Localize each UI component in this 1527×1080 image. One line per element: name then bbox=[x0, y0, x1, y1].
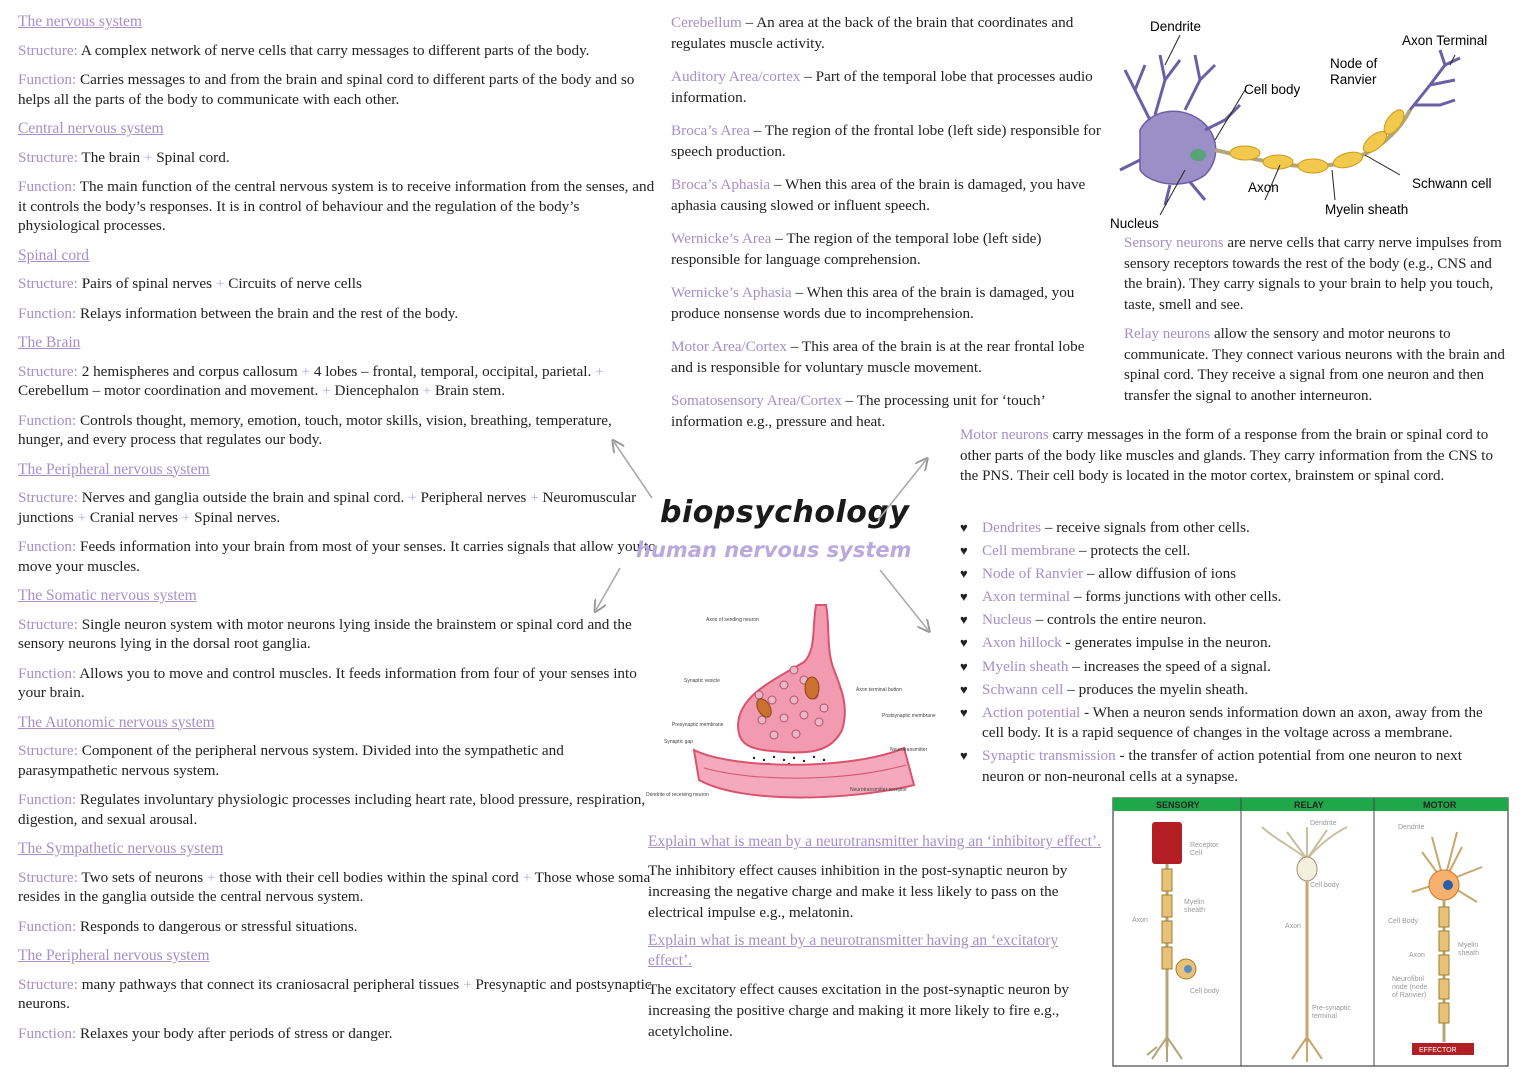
svg-text:Cell body: Cell body bbox=[1190, 988, 1220, 995]
structure-label: Structure: bbox=[18, 975, 78, 993]
svg-text:Dendrite of receiving neuron: Dendrite of receiving neuron bbox=[646, 792, 709, 798]
brain-area-term: Broca’s Aphasia bbox=[671, 176, 771, 193]
function-label: Function: bbox=[18, 538, 77, 555]
neuron-type-def: allow the sensory and motor neurons to communicate. They connect various neurons with the brain and spinal cord. They receive a signal from one neuron and then transfer the signal to another interneuron. bbox=[1124, 325, 1505, 404]
question-heading: Explain what is meant by a neurotransmitter having an ‘excitatory effect’. bbox=[648, 932, 1059, 969]
bullet-term: Myelin sheath bbox=[982, 657, 1069, 675]
bullet-def: - generates impulse in the neuron. bbox=[1061, 634, 1272, 652]
svg-text:Axon Terminal: Axon Terminal bbox=[1402, 33, 1488, 48]
structure-label: Structure: bbox=[18, 489, 78, 506]
heart-icon: ♥ bbox=[960, 566, 968, 582]
svg-text:node (node: node (node bbox=[1392, 984, 1428, 991]
bullet-def: – produces the myelin sheath. bbox=[1063, 680, 1249, 698]
list-item bbox=[960, 746, 1505, 787]
neuron-types-section bbox=[960, 233, 1509, 485]
structure-part: Diencephalon bbox=[334, 382, 419, 399]
structure-text bbox=[18, 488, 658, 527]
structure-label: Structure: bbox=[18, 615, 78, 633]
structure-part: 2 hemispheres and corpus callosum bbox=[81, 362, 298, 380]
brain-area-def: – The region of the temporal lobe (left side) responsible for language comprehension. bbox=[671, 230, 1042, 268]
svg-text:Schwann cell: Schwann cell bbox=[1412, 176, 1492, 191]
plus-icon: + bbox=[212, 275, 229, 292]
question-heading: Explain what is mean by a neurotransmitter having an ‘inhibitory effect’. bbox=[648, 833, 1101, 850]
arrow-downleft bbox=[596, 568, 620, 610]
brain-area-term: Motor Area/Cortex bbox=[671, 338, 787, 355]
brain-area-def: – Part of the temporal lobe that processes audio information. bbox=[671, 68, 1093, 106]
brain-area-term: Auditory Area/cortex bbox=[671, 68, 801, 85]
list-item bbox=[960, 633, 1505, 653]
structure-label: Structure: bbox=[18, 41, 78, 59]
brain-area-term: Somatosensory Area/Cortex bbox=[671, 392, 842, 409]
neuron-type-def: are nerve cells that carry nerve impulses from sensory receptors towards the rest of the body (e.g., CNS and the brain). They carry signals to your brain to help you touch, taste, smell and see. bbox=[1124, 235, 1502, 314]
structure-text bbox=[18, 148, 658, 168]
synapse-diagram bbox=[644, 600, 944, 805]
svg-text:terminal: terminal bbox=[1312, 1013, 1337, 1020]
function-text bbox=[18, 70, 658, 109]
bullet-term: Schwann cell bbox=[982, 680, 1064, 698]
function-label: Function: bbox=[18, 664, 77, 682]
structure-value: Component of the peripheral nervous system. Divided into the sympathetic and parasympathetic nervous system. bbox=[18, 742, 564, 779]
svg-text:Dendrite: Dendrite bbox=[1398, 824, 1425, 831]
svg-text:Postsynaptic membrane: Postsynaptic membrane bbox=[882, 713, 936, 719]
structure-text bbox=[18, 41, 658, 61]
structure-part: Cerebellum – motor coordination and movement. bbox=[18, 382, 319, 399]
structure-text bbox=[18, 274, 658, 294]
list-item bbox=[960, 541, 1505, 561]
question-answer: The excitatory effect causes excitation in the post-synaptic neuron by increasing the positive charge and making it more likely to fire e.g., acetylcholine. bbox=[648, 981, 1070, 1040]
svg-text:Axon terminal button: Axon terminal button bbox=[856, 687, 902, 693]
neuron-type-paragraph bbox=[1124, 233, 1509, 316]
structure-label: Structure: bbox=[18, 275, 78, 292]
list-item bbox=[960, 518, 1505, 538]
brain-area-def: – The region of the frontal lobe (left side) responsible for speech production. bbox=[671, 122, 1101, 160]
brain-areas-column bbox=[671, 12, 1107, 444]
heart-icon: ♥ bbox=[960, 612, 968, 628]
heart-icon: ♥ bbox=[960, 635, 968, 651]
function-value: Carries messages to and from the brain and spinal cord to different parts of the body and so helps all the parts of the body to communicate with each other. bbox=[18, 71, 635, 108]
heart-icon: ♥ bbox=[960, 704, 968, 720]
heart-icon: ♥ bbox=[960, 543, 968, 559]
bullet-term: Action potential bbox=[982, 703, 1081, 721]
svg-text:sheath: sheath bbox=[1458, 950, 1480, 957]
bullet-term: Axon terminal bbox=[982, 588, 1071, 606]
list-item bbox=[960, 587, 1505, 607]
plus-icon: + bbox=[459, 975, 476, 993]
structure-part: Peripheral nerves bbox=[420, 489, 527, 506]
svg-text:Axon: Axon bbox=[1132, 917, 1148, 924]
function-text bbox=[18, 664, 658, 703]
function-text bbox=[18, 177, 658, 236]
section-heading: Central nervous system bbox=[18, 120, 164, 137]
function-value: Relays information between the brain and the rest of the body. bbox=[80, 304, 459, 322]
neuron-parts-list bbox=[960, 518, 1505, 790]
neuron-type-term: Sensory neurons bbox=[1124, 235, 1224, 251]
svg-text:Dendrite: Dendrite bbox=[1310, 820, 1337, 827]
brain-area-definition bbox=[671, 174, 1107, 216]
structure-part: Those whose soma resides in the ganglia outside the central nervous system. bbox=[18, 868, 651, 905]
svg-text:Dendrite: Dendrite bbox=[1150, 19, 1202, 34]
structure-part: 4 lobes – frontal, temporal, occipital, parietal. bbox=[313, 362, 592, 380]
function-label: Function: bbox=[18, 1024, 77, 1042]
structure-part: Nerves and ganglia outside the brain and spinal cord. bbox=[81, 489, 405, 506]
function-value: Allows you to move and control muscles. It feeds information from four of your senses into your brain. bbox=[18, 664, 637, 701]
plus-icon: + bbox=[140, 148, 157, 166]
structure-part: Pairs of spinal nerves bbox=[81, 275, 213, 292]
function-text bbox=[18, 917, 658, 937]
bullet-def: – allow diffusion of ions bbox=[1083, 565, 1237, 583]
brain-area-term: Wernicke’s Area bbox=[671, 230, 772, 247]
svg-text:Cell body: Cell body bbox=[1310, 882, 1340, 889]
svg-text:Neurotransmitter receptor: Neurotransmitter receptor bbox=[850, 787, 907, 793]
brain-area-definition bbox=[671, 282, 1107, 324]
plus-icon: + bbox=[73, 508, 90, 526]
svg-text:Myelin: Myelin bbox=[1458, 942, 1479, 949]
structure-label: Structure: bbox=[18, 742, 78, 759]
svg-text:Presynaptic membrane: Presynaptic membrane bbox=[672, 722, 724, 728]
structure-text bbox=[18, 975, 658, 1014]
bullet-term: Synaptic transmission bbox=[982, 747, 1116, 765]
heart-icon: ♥ bbox=[960, 681, 968, 697]
svg-text:Axon: Axon bbox=[1285, 923, 1301, 930]
section-heading: The Peripheral nervous system bbox=[18, 460, 210, 478]
brain-area-definition bbox=[671, 336, 1107, 378]
plus-icon: + bbox=[526, 489, 543, 506]
list-item bbox=[960, 610, 1505, 630]
svg-text:Cell: Cell bbox=[1190, 850, 1203, 857]
bullet-def: - When a neuron sends information down an axon, away from the cell body. It is a rapid sequence of changes in the voltage across a membrane. bbox=[982, 703, 1483, 742]
question-answer: The inhibitory effect causes inhibition in the post-synaptic neuron by increasing the negative charge and make it less likely to pass on the electrical impulse e.g., melatonin. bbox=[648, 862, 1068, 921]
svg-text:Synaptic vesicle: Synaptic vesicle bbox=[684, 678, 720, 684]
bullet-term: Axon hillock bbox=[982, 634, 1062, 652]
brain-area-term: Broca’s Area bbox=[671, 122, 750, 139]
list-item bbox=[960, 703, 1505, 744]
brain-area-def: – The processing unit for ‘touch’ information e.g., pressure and heat. bbox=[671, 392, 1045, 430]
bullet-def: – receive signals from other cells. bbox=[1041, 519, 1250, 536]
svg-text:Myelin: Myelin bbox=[1184, 899, 1205, 906]
function-value: The main function of the central nervous system is to receive information from the senses, and it controls the body’s responses. It is in control of behaviour and the regulation of the body’s physiological processes. bbox=[18, 178, 655, 234]
brain-area-definition bbox=[671, 120, 1107, 162]
structure-text bbox=[18, 868, 658, 907]
structure-part: Circuits of nerve cells bbox=[228, 275, 362, 292]
neuron-types-table bbox=[1112, 797, 1510, 1069]
brain-area-term: Wernicke’s Aphasia bbox=[671, 284, 792, 301]
section-heading: The Peripheral nervous system bbox=[18, 947, 210, 964]
bullet-def: – increases the speed of a signal. bbox=[1068, 657, 1271, 675]
bullet-def: – forms junctions with other cells. bbox=[1070, 588, 1282, 606]
section-heading: The Autonomic nervous system bbox=[18, 713, 215, 731]
plus-icon: + bbox=[178, 508, 195, 526]
function-value: Feeds information into your brain from most of your senses. It carries signals that allow you to move your muscles. bbox=[18, 538, 656, 575]
svg-text:of Ranvier): of Ranvier) bbox=[1392, 992, 1427, 999]
questions-section bbox=[648, 832, 1103, 1050]
structure-label: Structure: bbox=[18, 148, 78, 166]
svg-text:Axon of sending neuron: Axon of sending neuron bbox=[706, 617, 759, 623]
svg-text:Nucleus: Nucleus bbox=[1110, 216, 1159, 231]
neuron-type-paragraph bbox=[960, 425, 1508, 487]
title-human-nervous-system: human nervous system bbox=[636, 538, 912, 562]
structure-part: those with their cell bodies within the spinal cord bbox=[219, 868, 519, 886]
brain-area-def: – When this area of the brain is damaged, you have aphasia causing slowed or influent speech. bbox=[671, 176, 1086, 214]
plus-icon: + bbox=[518, 868, 535, 886]
function-label: Function: bbox=[18, 178, 77, 195]
function-label: Function: bbox=[18, 917, 77, 935]
bullet-term: Dendrites bbox=[982, 519, 1042, 536]
structure-part: Neuromuscular junctions bbox=[18, 489, 637, 526]
function-text bbox=[18, 304, 658, 324]
plus-icon: + bbox=[318, 382, 335, 399]
plus-icon: + bbox=[418, 382, 435, 399]
bullet-def: – controls the entire neuron. bbox=[1031, 611, 1207, 629]
section-heading: The Somatic nervous system bbox=[18, 587, 197, 604]
function-label: Function: bbox=[18, 411, 77, 429]
structure-value: Single neuron system with motor neurons lying inside the brainstem or spinal cord and the sensory neurons lying in the dorsal root ganglia. bbox=[18, 615, 632, 652]
section-heading: The Brain bbox=[18, 334, 81, 351]
svg-text:EFFECTOR: EFFECTOR bbox=[1419, 1047, 1457, 1054]
function-text bbox=[18, 1024, 658, 1044]
structure-part: The brain bbox=[81, 148, 141, 166]
svg-text:Receptor: Receptor bbox=[1190, 842, 1219, 849]
svg-text:Pre-synaptic: Pre-synaptic bbox=[1312, 1005, 1351, 1012]
section-heading: Spinal cord bbox=[18, 246, 90, 264]
function-value: Relaxes your body after periods of stress or danger. bbox=[80, 1024, 393, 1042]
svg-text:Axon: Axon bbox=[1409, 952, 1425, 959]
structure-text bbox=[18, 741, 658, 780]
function-value: Responds to dangerous or stressful situations. bbox=[80, 917, 358, 935]
function-value: Regulates involuntary physiologic processes including heart rate, blood pressure, respiration, digestion, and sexual arousal. bbox=[18, 791, 646, 828]
bullet-term: Node of Ranvier bbox=[982, 565, 1084, 583]
brain-area-definition bbox=[671, 66, 1107, 108]
function-text bbox=[18, 537, 658, 576]
bullet-def: - the transfer of action potential from one neuron to next neuron or non-neuronal cells at a synapse. bbox=[982, 747, 1462, 785]
svg-text:Node of: Node of bbox=[1330, 56, 1378, 71]
structure-text bbox=[18, 362, 658, 401]
structure-part: Two sets of neurons bbox=[81, 868, 204, 886]
neuron-diagram bbox=[1110, 10, 1525, 235]
plus-icon: + bbox=[591, 362, 604, 380]
brain-area-def: – This area of the brain is at the rear frontal lobe and is responsible for voluntary muscle movement. bbox=[671, 338, 1085, 376]
function-label: Function: bbox=[18, 71, 77, 88]
arrow-upleft bbox=[614, 442, 652, 498]
plus-icon: + bbox=[203, 868, 220, 886]
function-text bbox=[18, 411, 658, 450]
list-item bbox=[960, 564, 1505, 584]
svg-text:RELAY: RELAY bbox=[1294, 800, 1324, 810]
neuron-type-def: carry messages in the form of a response from the brain or spinal cord to other parts of the body like muscles and glands. They carry information from the CNS to the PNS. Their cell body is located in the motor cortex, brainstem or spinal cord. bbox=[960, 427, 1493, 485]
svg-text:Ranvier: Ranvier bbox=[1330, 72, 1377, 87]
brain-area-term: Cerebellum bbox=[671, 14, 742, 31]
brain-area-def: – An area at the back of the brain that coordinates and regulates muscle activity. bbox=[671, 14, 1074, 52]
function-label: Function: bbox=[18, 304, 77, 322]
svg-text:MOTOR: MOTOR bbox=[1423, 800, 1457, 810]
structure-label: Structure: bbox=[18, 868, 78, 886]
neuron-type-term: Relay neurons bbox=[1124, 325, 1211, 342]
svg-text:sheath: sheath bbox=[1184, 907, 1206, 914]
structure-part: Spinal cord. bbox=[156, 148, 230, 166]
neuron-type-paragraph bbox=[1124, 324, 1509, 407]
brain-area-definition bbox=[671, 228, 1107, 270]
svg-text:SENSORY: SENSORY bbox=[1156, 800, 1200, 810]
heart-icon: ♥ bbox=[960, 589, 968, 605]
function-label: Function: bbox=[18, 791, 77, 808]
structure-label: Structure: bbox=[18, 362, 78, 380]
brain-area-definition bbox=[671, 12, 1107, 54]
neuron-parts-bullets bbox=[960, 518, 1505, 787]
structure-part: Spinal nerves. bbox=[194, 508, 281, 526]
function-value: Controls thought, memory, emotion, touch, motor skills, vision, breathing, temperature, hunger, and every process that regulates our body. bbox=[18, 411, 612, 448]
left-column bbox=[18, 12, 658, 1053]
svg-text:Myelin sheath: Myelin sheath bbox=[1325, 202, 1409, 217]
bullet-term: Cell membrane bbox=[982, 542, 1076, 560]
svg-text:Neurofibril: Neurofibril bbox=[1392, 976, 1424, 983]
bullet-def: – protects the cell. bbox=[1075, 542, 1191, 560]
plus-icon: + bbox=[297, 362, 314, 380]
neuron-type-term: Motor neurons bbox=[960, 427, 1049, 443]
heart-icon: ♥ bbox=[960, 520, 968, 535]
function-text bbox=[18, 790, 658, 829]
structure-part: many pathways that connect its craniosacral peripheral tissues bbox=[81, 975, 460, 993]
structure-part: Cranial nerves bbox=[89, 508, 178, 526]
svg-text:Neurotransmitter: Neurotransmitter bbox=[890, 747, 928, 753]
arrow-upright bbox=[878, 460, 926, 520]
structure-text bbox=[18, 615, 658, 654]
svg-text:Cell Body: Cell Body bbox=[1388, 918, 1418, 925]
plus-icon: + bbox=[404, 489, 421, 506]
structure-part: Brain stem. bbox=[435, 382, 506, 399]
section-heading: The nervous system bbox=[18, 13, 142, 30]
list-item bbox=[960, 680, 1505, 700]
heart-icon: ♥ bbox=[960, 658, 968, 674]
title-biopsychology: biopsychology bbox=[660, 495, 910, 530]
section-heading: The Sympathetic nervous system bbox=[18, 840, 224, 857]
brain-area-def: – When this area of the brain is damaged, you produce nonsense words due to incomprehension. bbox=[671, 284, 1075, 322]
structure-part: Presynaptic and postsynaptic neurons. bbox=[18, 975, 652, 1012]
heart-icon: ♥ bbox=[960, 748, 968, 764]
structure-value: A complex network of nerve cells that carry messages to different parts of the body. bbox=[80, 41, 590, 59]
bullet-term: Nucleus bbox=[982, 611, 1032, 629]
svg-text:Cell body: Cell body bbox=[1244, 82, 1301, 97]
svg-text:Synaptic gap: Synaptic gap bbox=[664, 739, 693, 745]
list-item bbox=[960, 657, 1505, 677]
svg-text:Axon: Axon bbox=[1248, 180, 1279, 195]
